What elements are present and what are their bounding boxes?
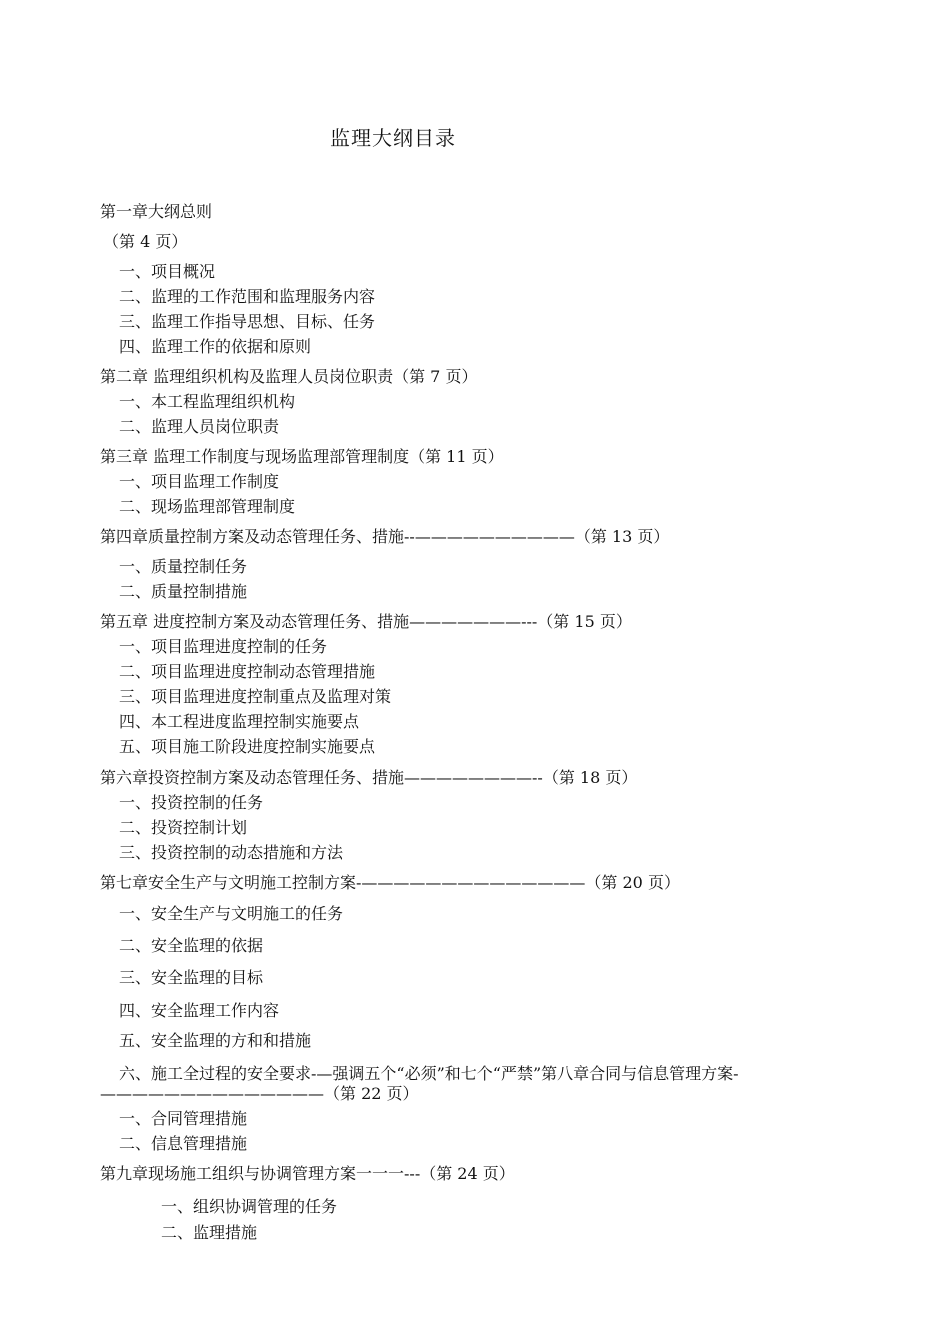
toc-item: 一、合同管理措施 [119,1109,248,1128]
toc-item: 二、信息管理措施 [119,1134,248,1153]
toc-item: 一、项目概况 [119,262,216,281]
toc-item: 一、安全生产与文明施工的任务 [119,904,344,923]
chapter-1-heading: 第一章大纲总则 [100,202,213,221]
toc-item: 一、质量控制任务 [119,557,248,576]
toc-item: 二、投资控制计划 [119,818,248,837]
chapter-7-heading: 第七章安全生产与文明施工控制方案-——————————————（第 20 页） [100,873,680,892]
toc-item: 三、安全监理的目标 [119,968,264,987]
toc-item: 三、项目监理进度控制重点及监理对策 [119,687,392,706]
chapter-4-heading: 第四章质量控制方案及动态管理任务、措施--——————————（第 13 页） [100,527,670,546]
toc-item: 一、投资控制的任务 [119,793,264,812]
document-title: 监理大纲目录 [330,126,456,150]
chapter-5-heading: 第五章 进度控制方案及动态管理任务、措施———————---（第 15 页） [100,612,632,631]
toc-item: 五、项目施工阶段进度控制实施要点 [119,737,376,756]
toc-item: 二、监理的工作范围和监理服务内容 [119,287,376,306]
toc-item: 二、项目监理进度控制动态管理措施 [119,662,376,681]
chapter-9-heading: 第九章现场施工组织与协调管理方案一一一---（第 24 页） [100,1164,515,1183]
chapter-3-heading: 第三章 监理工作制度与现场监理部管理制度（第 11 页） [100,447,504,466]
toc-item: 四、安全监理工作内容 [119,1001,280,1020]
toc-item: 五、安全监理的方和和措施 [119,1031,312,1050]
toc-item: 一、项目监理进度控制的任务 [119,637,328,656]
toc-item: 一、组织协调管理的任务 [161,1197,338,1216]
toc-item: 四、本工程进度监理控制实施要点 [119,712,360,731]
toc-item: 一、项目监理工作制度 [119,472,280,491]
toc-item: 二、质量控制措施 [119,582,248,601]
toc-item: 二、现场监理部管理制度 [119,497,296,516]
toc-item: 三、监理工作指导思想、目标、任务 [119,312,376,331]
toc-item: 一、本工程监理组织机构 [119,392,296,411]
toc-item: 二、监理措施 [161,1223,258,1242]
chapter-2-heading: 第二章 监理组织机构及监理人员岗位职责（第 7 页） [100,367,478,386]
toc-item-with-chapter-8: 六、施工全过程的安全要求-—强调五个“必须”和七个“严禁”第八章合同与信息管理方案-——————————————（第 22 页） [100,1064,739,1103]
toc-item: 二、安全监理的依据 [119,936,264,955]
toc-item: 四、监理工作的依据和原则 [119,337,312,356]
chapter-6-heading: 第六章投资控制方案及动态管理任务、措施————————--（第 18 页） [100,768,638,787]
chapter-1-page-ref: （第 4 页） [103,232,188,251]
toc-item: 三、投资控制的动态措施和方法 [119,843,344,862]
toc-item: 二、监理人员岗位职责 [119,417,280,436]
